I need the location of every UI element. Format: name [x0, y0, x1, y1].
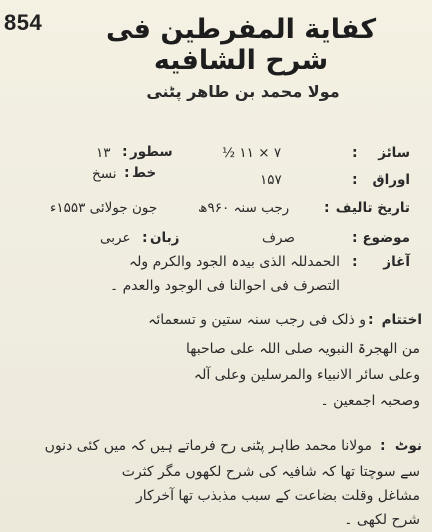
note-text — [22, 434, 372, 458]
catalog-number: 854 — [4, 10, 43, 35]
note-text-cont — [20, 460, 420, 532]
note-colon: : — [380, 438, 386, 454]
ending-line: من الھجرۃ النبویہ صلی اللہ علی صاحبھا — [186, 341, 420, 357]
note-line: سے سوچتا تھا کہ شافیہ کی شرح لکھوں مگر کثرت — [121, 464, 420, 480]
language-label: زبان — [150, 230, 180, 246]
ending-text-cont — [20, 336, 420, 414]
beginning-text — [40, 250, 340, 298]
size-value: ۷ × ۱۱ ½ — [222, 145, 282, 161]
date-label: تاریخ تالیف — [335, 200, 410, 216]
author-name: مولا محمد بن طاهر پٹنی — [146, 82, 340, 101]
leaves-value: ۱۵۷ — [260, 172, 282, 188]
ending-line: وعلی سائر الانبیاء والمرسلین وعلی آلہ — [193, 367, 420, 383]
ending-line: وصحبہ اجمعین ۔ — [320, 393, 420, 409]
beginning-line: الحمدللہ الذی بیدہ الجود والکرم ولہ — [128, 254, 340, 270]
ending-label: اختتام — [381, 312, 422, 328]
subject-label: موضوع — [362, 230, 410, 246]
size-colon: : — [352, 145, 358, 161]
script-colon: : — [124, 165, 130, 181]
script-label: خط — [132, 165, 157, 181]
beginning-label: آغاز — [383, 254, 410, 270]
leaves-label: اوراق — [372, 172, 410, 188]
leaves-colon: : — [352, 172, 358, 188]
size-label: سائز — [378, 145, 410, 161]
subject-colon: : — [352, 230, 358, 246]
subject-value: صرف — [262, 230, 295, 246]
note-line: مولانا محمد طاہر پٹنی رح فرماتے ہیں کہ میں کئی دنوں — [44, 438, 372, 454]
beginning-line: التصرف فی احوالنا فی الوجود والعدم ۔ — [109, 278, 340, 294]
language-value: عربی — [100, 230, 131, 246]
ending-text — [26, 308, 366, 332]
ending-line: و ذلک فی رجب سنہ ستین و تسعمائہ — [148, 312, 366, 328]
lines-colon: : — [122, 144, 128, 160]
date-colon: : — [324, 200, 330, 216]
note-line: شرح لکھی ۔ — [344, 512, 420, 528]
script-value: نسخ — [92, 166, 117, 182]
lines-label: سطور — [130, 144, 173, 160]
manuscript-title: كفاية المفرطين فى شرح الشافيه — [105, 14, 377, 76]
date-gregorian: جون جولائی ۱۵۵۳ء — [50, 200, 158, 216]
note-line: مشاغل وقلت بضاعت کے سبب مذبذب تھا آخرکار — [136, 488, 420, 504]
note-label: نوٹ — [394, 438, 422, 454]
lines-value: ۱۳ — [96, 145, 111, 161]
language-colon: : — [142, 230, 148, 246]
beginning-colon: : — [352, 254, 358, 270]
date-hijri: رجب سنہ ۹۶۰ھ — [198, 200, 290, 216]
ending-colon: : — [368, 312, 374, 328]
